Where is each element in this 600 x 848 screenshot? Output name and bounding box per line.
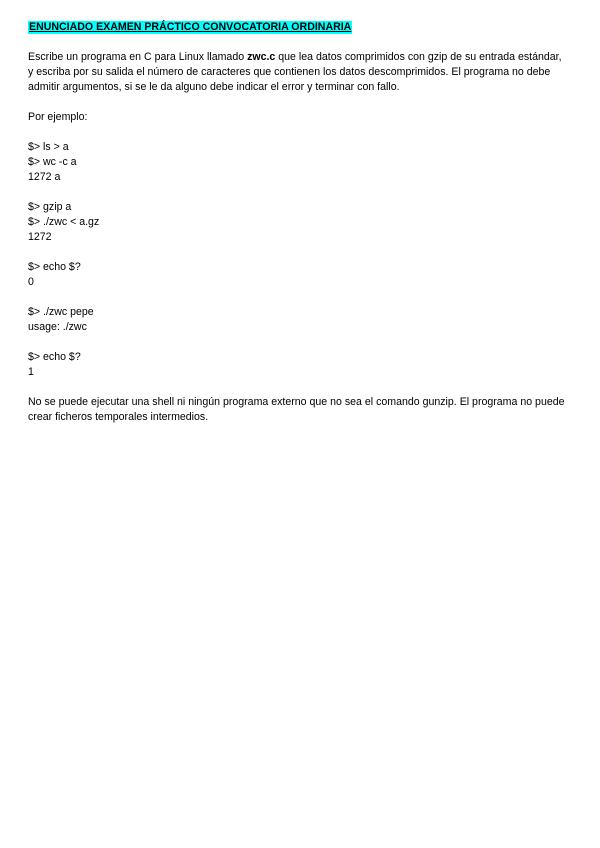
document-title: ENUNCIADO EXAMEN PRÁCTICO CONVOCATORIA ORDINARIA	[29, 21, 352, 33]
closing-paragraph: No se puede ejecutar una shell ni ningún programa externo que no sea el comando gunzip. El programa no puede crear ficheros temporales intermedios.	[28, 396, 565, 423]
command-line: $> ls > a	[28, 141, 69, 153]
command-line: $> ./zwc pepe	[28, 306, 94, 318]
example-label: Por ejemplo:	[28, 111, 88, 123]
example-block-5	[28, 350, 568, 380]
output-line: 0	[28, 276, 34, 288]
intro-text-before: Escribe un programa en C para Linux llamado	[28, 51, 248, 63]
command-line: $> gzip a	[28, 201, 72, 213]
example-block-1	[28, 140, 568, 185]
output-line: 1272 a	[28, 171, 61, 183]
example-block-2	[28, 200, 568, 245]
example-block-3	[28, 260, 568, 290]
example-block-4	[28, 305, 568, 335]
program-name: zwc.c	[247, 51, 276, 63]
output-line: usage: ./zwc	[28, 321, 87, 333]
intro-paragraph	[28, 50, 568, 95]
document-page	[28, 20, 568, 425]
command-line: $> echo $?	[28, 261, 81, 273]
command-line: $> wc -c a	[28, 156, 77, 168]
command-line: $> ./zwc < a.gz	[28, 216, 100, 228]
command-line: $> echo $?	[28, 351, 81, 363]
output-line: 1272	[28, 231, 52, 243]
intro-text-after: que lea datos comprimidos con gzip de su entrada estándar, y escriba por su salida el número de caracteres que contienen los datos descomprimidos. El programa no debe admitir argumentos, si se le da alguno debe indicar el error y terminar con fallo.	[28, 51, 562, 93]
output-line: 1	[28, 366, 34, 378]
